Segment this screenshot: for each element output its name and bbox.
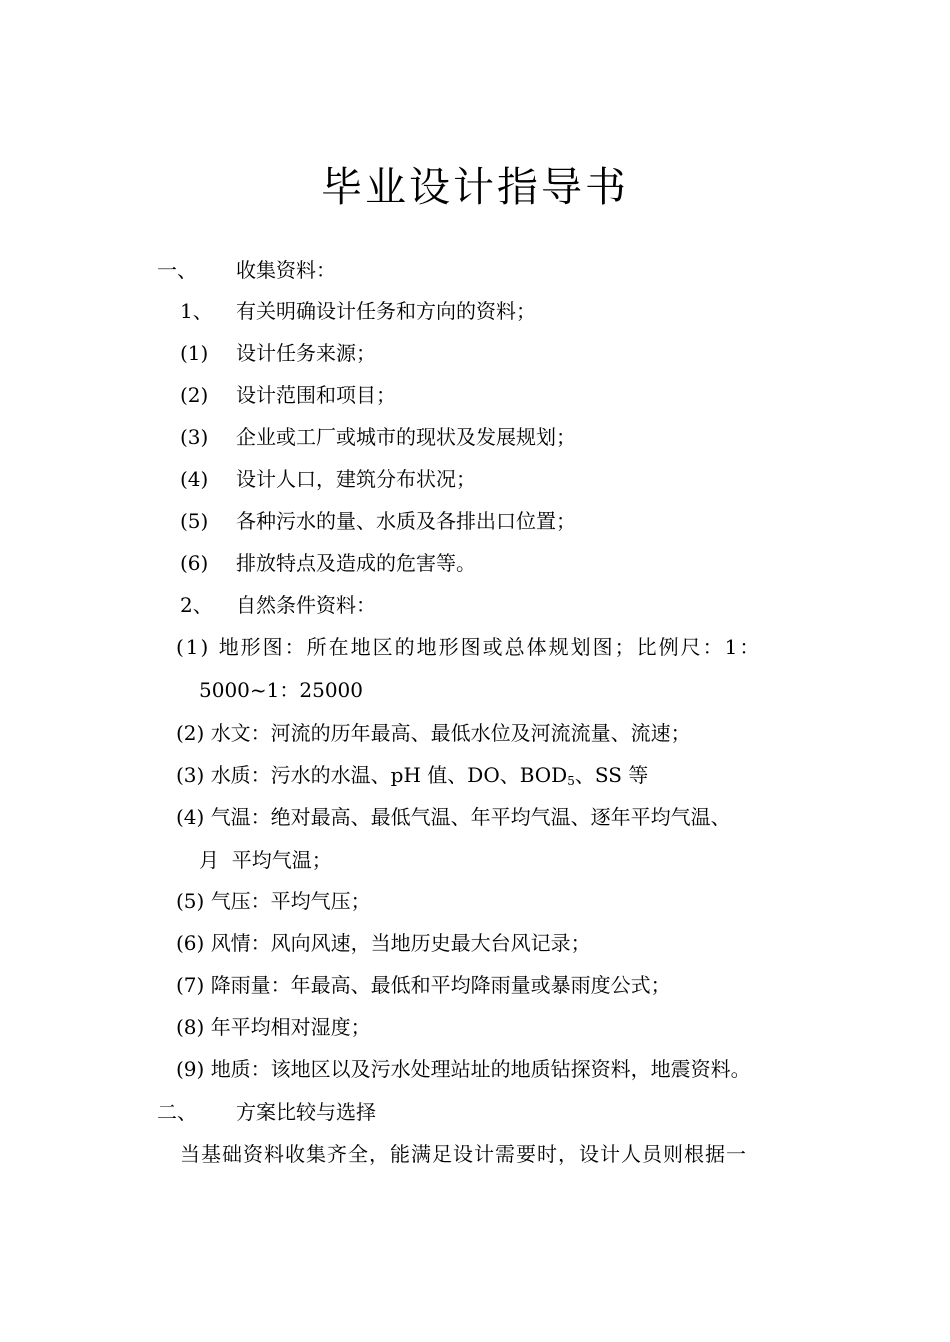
item-1-sub-1-number: (1) <box>180 341 209 365</box>
section-2-number: 二、 <box>157 1100 197 1124</box>
item-2-sub-3-subscript: 5 <box>567 774 575 788</box>
item-1-sub-6-text: 排放特点及造成的危害等。 <box>236 551 476 575</box>
item-2-sub-5-text: (5) 气压：平均气压； <box>176 889 371 913</box>
section-1-heading: 收集资料： <box>236 258 336 282</box>
section-2-heading: 方案比较与选择 <box>236 1100 376 1124</box>
item-2-sub-4-text: (4) 气温：绝对最高、最低气温、年平均气温、逐年平均气温、 <box>176 805 731 829</box>
item-1-sub-4-text: 设计人口，建筑分布状况； <box>236 467 476 491</box>
item-1-number: 1、 <box>180 299 213 323</box>
item-2-sub-1-text: (1) 地形图：所在地区的地形图或总体规划图；比例尺：1： <box>176 635 762 659</box>
item-1-text: 有关明确设计任务和方向的资料； <box>236 299 536 323</box>
section-1-number: 一、 <box>157 258 197 282</box>
item-2-sub-4-continuation: 月 平均气温； <box>199 848 332 872</box>
item-2-number: 2、 <box>180 593 213 617</box>
item-1-sub-2-number: (2) <box>180 383 209 407</box>
item-1-sub-5-text: 各种污水的量、水质及各排出口位置； <box>236 509 576 533</box>
page-title: 毕业设计指导书 <box>321 163 629 211</box>
item-1-sub-3-number: (3) <box>180 425 209 449</box>
item-1-sub-2-text: 设计范围和项目； <box>236 383 396 407</box>
item-1-sub-1-text: 设计任务来源； <box>236 341 376 365</box>
item-2-sub-2-text: (2) 水文：河流的历年最高、最低水位及河流流量、流速； <box>176 721 691 745</box>
item-2-sub-9-text: (9) 地质：该地区以及污水处理站址的地质钻探资料，地震资料。 <box>176 1057 751 1081</box>
item-2-sub-3-text-b: 、SS 等 <box>574 763 649 787</box>
item-1-sub-4-number: (4) <box>180 467 209 491</box>
item-2-sub-8-text: (8) 年平均相对湿度； <box>176 1015 371 1039</box>
item-2-text: 自然条件资料： <box>236 593 376 617</box>
item-2-sub-3-text-a: (3) 水质：污水的水温、pH 值、DO、BOD <box>176 763 568 787</box>
item-2-sub-6-text: (6) 风情：风向风速，当地历史最大台风记录； <box>176 931 591 955</box>
item-2-sub-1-continuation: 5000~1：25000 <box>199 678 364 702</box>
item-1-sub-5-number: (5) <box>180 509 209 533</box>
body-paragraph: 当基础资料收集齐全，能满足设计需要时，设计人员则根据一 <box>180 1142 747 1166</box>
item-2-sub-3-text <box>176 761 648 789</box>
item-1-sub-3-text: 企业或工厂或城市的现状及发展规划； <box>236 425 576 449</box>
item-2-sub-7-text: (7) 降雨量：年最高、最低和平均降雨量或暴雨度公式； <box>176 973 671 997</box>
item-1-sub-6-number: (6) <box>180 551 209 575</box>
